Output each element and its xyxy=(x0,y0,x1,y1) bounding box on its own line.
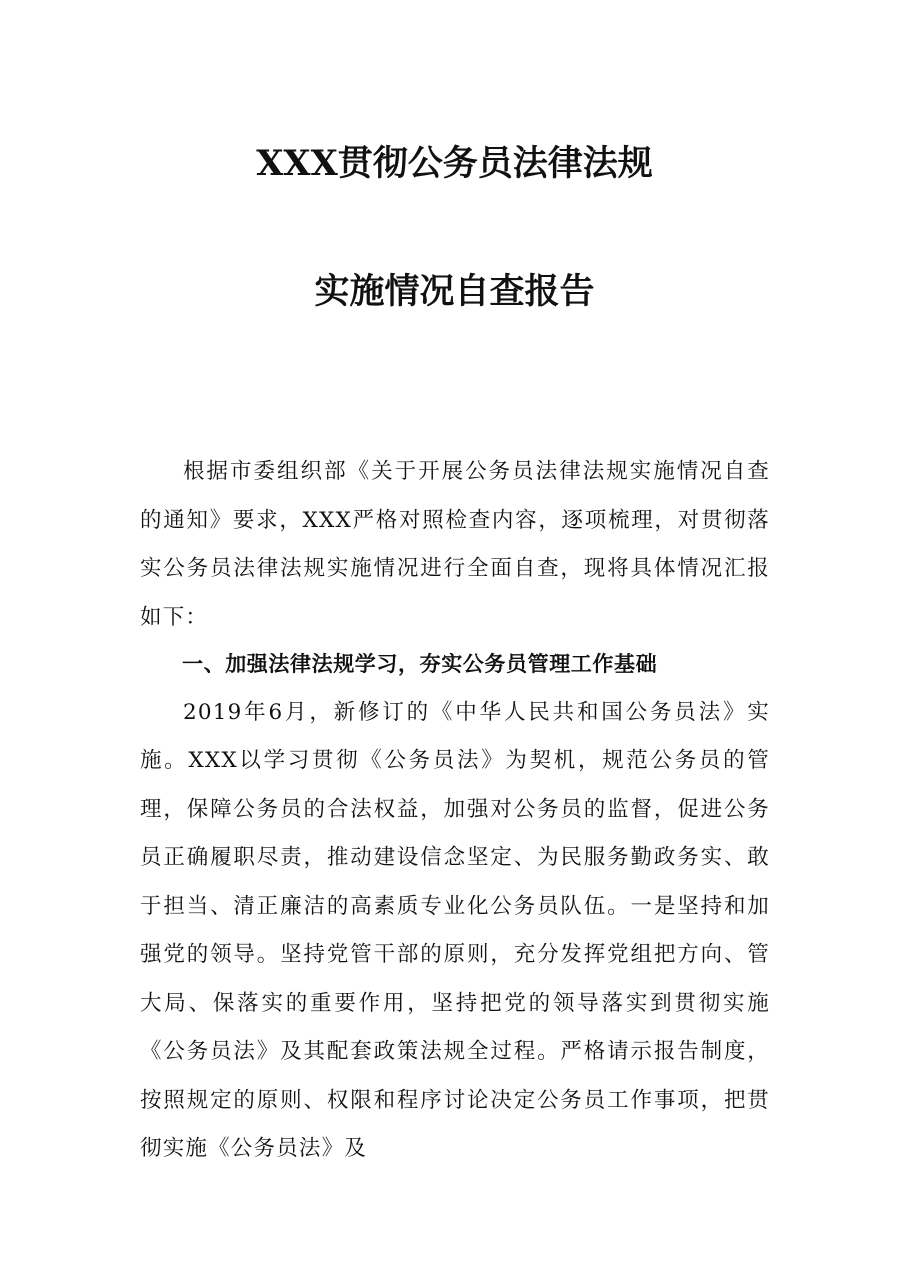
document-title-line-1: XXX贯彻公务员法律法规 xyxy=(256,143,653,184)
document-title-line-2: 实施情况自查报告 xyxy=(314,271,595,312)
section-1-paragraph: 2019年6月，新修订的《中华人民共和国公务员法》实施。XXX以学习贯彻《公务员法》为契机，规范公务员的管理，保障公务员的合法权益，加强对公务员的监督，促进公务员正确履职尽责，推动建设信念坚定、为民服务勤政务实、敢于担当、清正廉洁的高素质专业化公务员队伍。一是坚持和加强党的领导。坚持党管干部的原则，充分发挥党组把方向、管大局、保落实的重要作用，坚持把党的领导落实到贯彻实施《公务员法》及其配套政策法规全过程。严格请示报告制度，按照规定的原则、权限和程序讨论决定公务员工作事项，把贯彻实施《公务员法》及 xyxy=(140,699,770,1161)
intro-paragraph: 根据市委组织部《关于开展公务员法律法规实施情况自查的通知》要求，XXX严格对照检查内容，逐项梳理，对贯彻落实公务员法律法规实施情况进行全面自查，现将具体情况汇报如下： xyxy=(140,459,770,630)
intro-block xyxy=(140,448,770,642)
section-1 xyxy=(140,640,770,1174)
section-1-heading: 一、加强法律法规学习，夯实公务员管理工作基础 xyxy=(182,652,658,676)
